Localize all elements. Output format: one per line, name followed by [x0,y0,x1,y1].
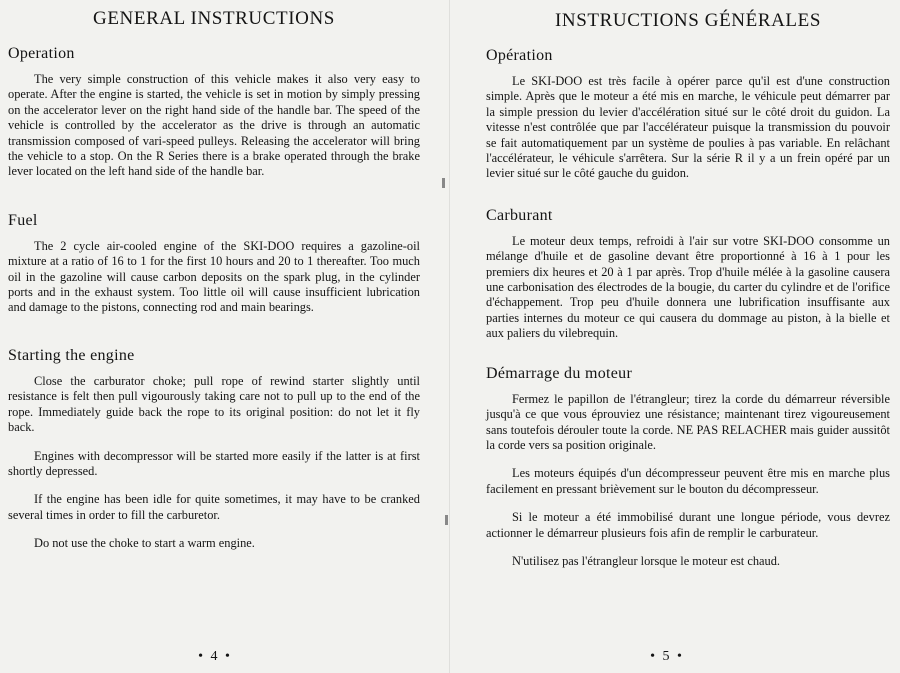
section-operation-fr [486,46,890,182]
section-fuel [8,211,420,316]
paragraph: N'utilisez pas l'étrangleur lorsque le moteur est chaud. [512,553,781,568]
section-demarrage-du-moteur [486,364,890,570]
section-heading: Starting the engine [8,346,135,364]
paragraph: Le SKI-DOO est très facile à opérer parce qu'il est d'une construction simple. Après que le moteur a été mis en marche, le véhicule peut démarrer par la simple pression du levier d'accélération situé sur le côté droit du guidon. La vitesse n'est contrôlée que par l'accélérateur puisque la transmission du pouvoir se fait automatiquement par un système de poulies à pas variable. En relâchant l'accélérateur, le véhicule s'arrêtera. Sur la série R il y a un frein opéré par un levier situé sur le côté gauche du guidon. [486,74,890,181]
section-heading: Fuel [8,211,38,229]
page-number: • 4 • [198,649,232,664]
section-heading: Démarrage du moteur [486,364,633,382]
section-heading: Operation [8,45,75,62]
staple-mark [445,515,448,525]
paragraph: Fermez le papillon de l'étrangleur; tirez la corde du démarreur réversible jusqu'à ce que vous éprouviez une résistance; maintenant tirez vigoureusement sans toutefois dérouler toute la corde. NE PAS RELACHER mais guider aussitôt la corde vers sa position originale. [486,391,890,452]
paragraph: The very simple construction of this vehicle makes it also very easy to operate. After the engine is started, the vehicle is set in motion by simply pressing on the accelerator lever on the right hand side of the handle bar. The speed of the vehicle is controlled by the accelerator as the drive is through an automatic transmission composed of vari-speed pulleys. Releasing the accelerator will bring the vehicle to a stop. On the R Series there is a brake operated through the brake lever located on the left hand side of the handle bar. [8,72,420,179]
section-heading: Carburant [486,206,553,224]
section-carburant [486,206,890,342]
paragraph: Do not use the choke to start a warm engine. [34,536,255,551]
staple-mark [442,178,445,188]
page-title: INSTRUCTIONS GÉNÉRALES [554,10,821,31]
page-number: • 5 • [650,649,684,664]
paragraph: If the engine has been idle for quite sometimes, it may have to be cranked several times in order to fill the carburetor. [8,492,420,522]
page-title: GENERAL INSTRUCTIONS [93,8,335,29]
paragraph: Close the carburator choke; pull rope of rewind starter slightly until resistance is felt then pull vigourously taking care not to pull up to the end of the rope. Immediately guide back the rope to its original position: do not let it fly back. [8,373,420,435]
paragraph: The 2 cycle air-cooled engine of the SKI-DOO requires a gazoline-oil mixture at a ratio of 16 to 1 for the first 10 hours and 20 to 1 thereafter. Too much oil in the gazoline will cause carbon deposits on the spark plug, in the cylinder ports and in the exhaust system. Too little oil will cause insufficient lubrication and damage to the pistons, connecting rod and main bearings. [8,238,420,315]
section-heading: Opération [486,47,553,64]
paragraph: Le moteur deux temps, refroidi à l'air sur votre SKI-DOO consomme un mélange d'huile et de gasoline devant être proportionné à 16 à 1 pour les premiers dix heures et 20 à 1 par après. Trop d'huile mélée à la gasoline causera une carbonisation des électrodes de la bougie, du carter du cylindre et de l'orifice d'échappement. Trop peu d'huile donnera une lubrification insuffisante aux parties internes du moteur ce qui causera du dommage au piston, à la bielle et aux paliers du vilebrequin. [486,233,890,341]
paragraph: Si le moteur a été immobilisé durant une longue période, vous devrez actionner le démarreur plusieurs fois afin de remplir le carburateur. [486,510,890,540]
paragraph: Engines with decompressor will be started more easily if the latter is at first shortly depressed. [8,448,420,478]
paragraph: Les moteurs équipés d'un décompresseur peuvent être mis en marche plus facilement en pressant brièvement sur le bouton du décompresseur. [486,466,890,496]
section-starting-the-engine [8,346,420,552]
section-operation [8,44,420,180]
right-page [450,0,900,673]
